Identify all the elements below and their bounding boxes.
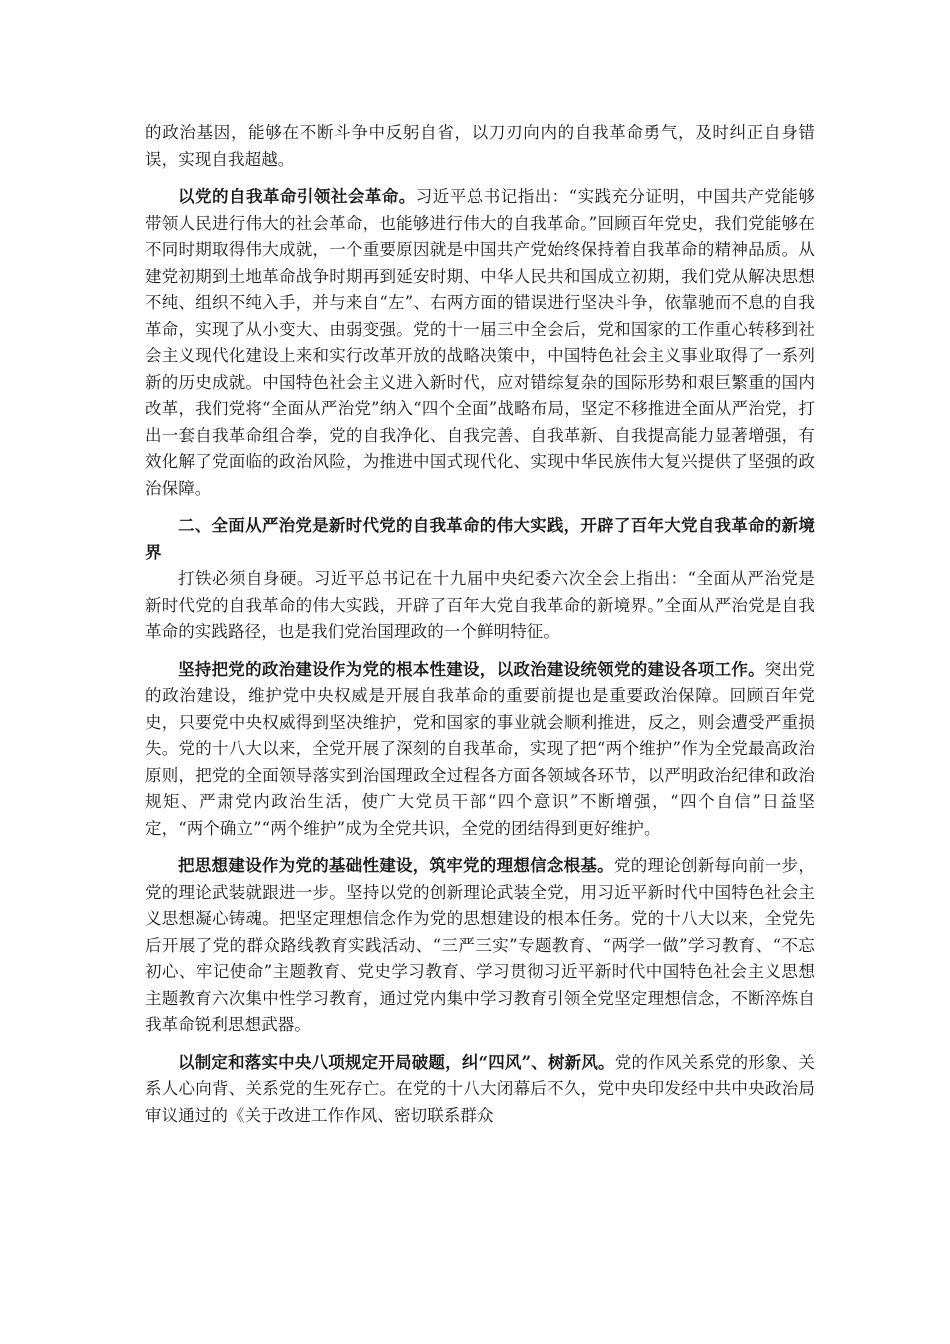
paragraph-self-discipline: [145, 566, 815, 646]
section-heading-text: 二、全面从严治党是新时代党的自我革命的伟大实践，开辟了百年大党自我革命的新境界: [145, 516, 815, 562]
section-heading: [145, 513, 815, 566]
paragraph-social-revolution: [145, 184, 815, 502]
paragraph-lead: 坚持把党的政治建设作为党的根本性建设，以政治建设统领党的建设各项工作。: [178, 659, 765, 679]
paragraph-text: 党的理论创新每向前一步，党的理论武装就跟进一步。坚持以党的创新理论武装全党，用习近平新时代中国特色社会主义思想凝心铸魂。把坚定理想信念作为党的思想建设的根本任务。党的十八大以来，全党先后开展了党的群众路线教育实践活动、“三严三实”专题教育、“两学一做”学习教育、“不忘初心、牢记使命”主题教育、党史学习教育、学习贯彻习近平新时代中国特色社会主义思想主题教育六次集中性学习教育，通过党内集中学习教育引领全党坚定理想信念，不断淬炼自我革命锐利思想武器。: [145, 856, 815, 1034]
paragraph-lead: 以党的自我革命引领社会革命。: [178, 187, 416, 206]
paragraph-ideological-building: [145, 853, 815, 1039]
paragraph-political-building: [145, 657, 815, 843]
paragraph-text: 习近平总书记指出：“实践充分证明，中国共产党能够带领人民进行伟大的社会革命，也能够进行伟大的自我革命。”回顾百年党史，我们党能够在不同时期取得伟大成就，一个重要原因就是中国共产党始终保持着自我革命的精神品质。从建党初期到土地革命战争时期再到延安时期、中华人民共和国成立初期，我们党从解决思想不纯、组织不纯入手，并与来自“左”、右两方面的错误进行坚决斗争，依靠驰而不息的自我革命，实现了从小变大、由弱变强。党的十一届三中全会后，党和国家的工作重心转移到社会主义现代化建设上来和实行改革开放的战略决策中，中国特色社会主义事业取得了一系列新的历史成就。中国特色社会主义进入新时代，应对错综复杂的国际形势和艰巨繁重的国内改革，我们党将“全面从严治党”纳入“四个全面”战略布局，坚定不移推进全面从严治党，打出一套自我革命组合拳，党的自我净化、自我完善、自我革新、自我提高能力显著增强，有效化解了党面临的政治风险，为推进中国式现代化、实现中华民族伟大复兴提供了坚强的政治保障。: [145, 187, 815, 498]
document-page: [145, 120, 815, 1140]
paragraph-eight-rules: [145, 1050, 815, 1130]
paragraph-lead: 把思想建设作为党的基础性建设，筑牢党的理想信念根基。: [178, 856, 614, 875]
paragraph-text: 的政治基因，能够在不断斗争中反躬自省，以刀刃向内的自我革命勇气，及时纠正自身错误，实现自我超越。: [145, 123, 815, 169]
paragraph-text: 党的作风关系党的形象、关系人心向背、关系党的生死存亡。在党的十八大闭幕后不久，党中央印发经中共中央政治局审议通过的《关于改进工作作风、密切联系群众: [145, 1052, 815, 1125]
paragraph-continuation: [145, 120, 815, 173]
paragraph-lead: 以制定和落实中央八项规定开局破题，纠“四风”、树新风。: [178, 1052, 615, 1072]
paragraph-text: 突出党的政治建设，维护党中央权威是开展自我革命的重要前提也是重要政治保障。回顾百年党史，只要党中央权威得到坚决维护，党和国家的事业就会顺利推进，反之，则会遭受严重损失。党的十八大以来，全党开展了深刻的自我革命，实现了把“两个维护”作为全党最高政治原则，把党的全面领导落实到治国理政全过程各方面各领域各环节，以严明政治纪律和政治规矩、严肃党内政治生活，使广大党员干部“四个意识”不断增强，“四个自信”日益坚定，“两个确立”“两个维护”成为全党共识，全党的团结得到更好维护。: [145, 659, 815, 838]
paragraph-text: 打铁必须自身硬。习近平总书记在十九届中央纪委六次全会上指出：“全面从严治党是新时代党的自我革命的伟大实践，开辟了百年大党自我革命的新境界。”全面从严治党是自我革命的实践路径，也是我们党治国理政的一个鲜明特征。: [145, 569, 815, 641]
